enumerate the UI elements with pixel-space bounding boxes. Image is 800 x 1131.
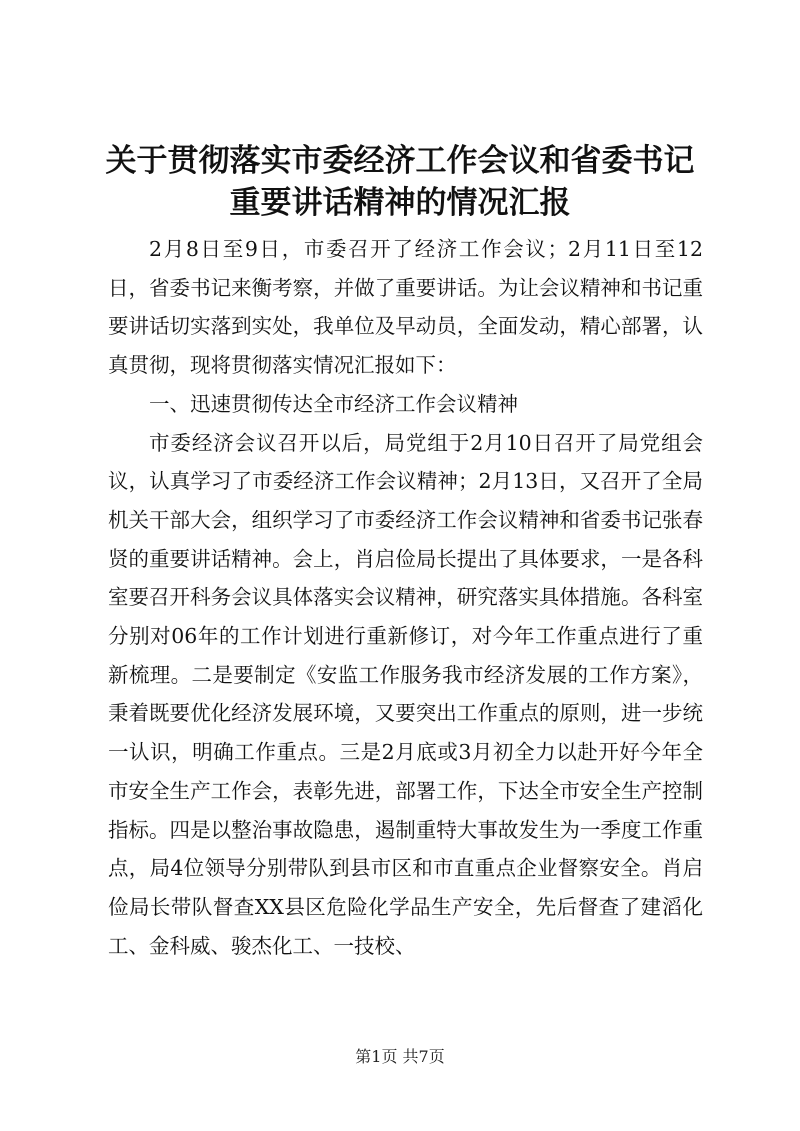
page-number-footer: 第1页 共7页	[355, 1047, 445, 1066]
intro-paragraph: 2月8日至9日，市委召开了经济工作会议；2月11日至12日，省委书记来衡考察，并做了重要讲话。为让会议精神和书记重要讲话切实落到实处，我单位及早动员，全面发动，精心部署，认真贯彻，现将贯彻落实情况汇报如下：	[108, 237, 703, 378]
document-title: 关于贯彻落实市委经济工作会议和省委书记重要讲话精神的情况汇报	[105, 143, 695, 221]
body-paragraph: 市委经济会议召开以后，局党组于2月10日召开了局党组会议，认真学习了市委经济工作会议精神；2月13日，又召开了全局机关干部大会，组织学习了市委经济工作会议精神和省委书记张春贤的重要讲话精神。会上，肖启俭局长提出了具体要求，一是各科室要召开科务会议具体落实会议精神，研究落实具体措施。各科室分别对06年的工作计划进行重新修订，对今年工作重点进行了重新梳理。二是要制定《安监工作服务我市经济发展的工作方案》，秉着既要优化经济发展环境，又要突出工作重点的原则，进一步统一认识，明确工作重点。三是2月底或3月初全力以赴开好今年全市安全生产工作会，表彰先进，部署工作，下达全市安全生产控制指标。四是以整治事故隐患，遏制重特大事故发生为一季度工作重点，局4位领导分别带队到县市区和市直重点企业督察安全。肖启俭局长带队督查XX县区危险化学品生产安全，先后督查了建滔化工、金科威、骏杰化工、一技校、	[108, 430, 703, 958]
section-heading: 一、迅速贯彻传达全市经济工作会议精神	[149, 391, 518, 416]
document-body	[108, 230, 703, 965]
